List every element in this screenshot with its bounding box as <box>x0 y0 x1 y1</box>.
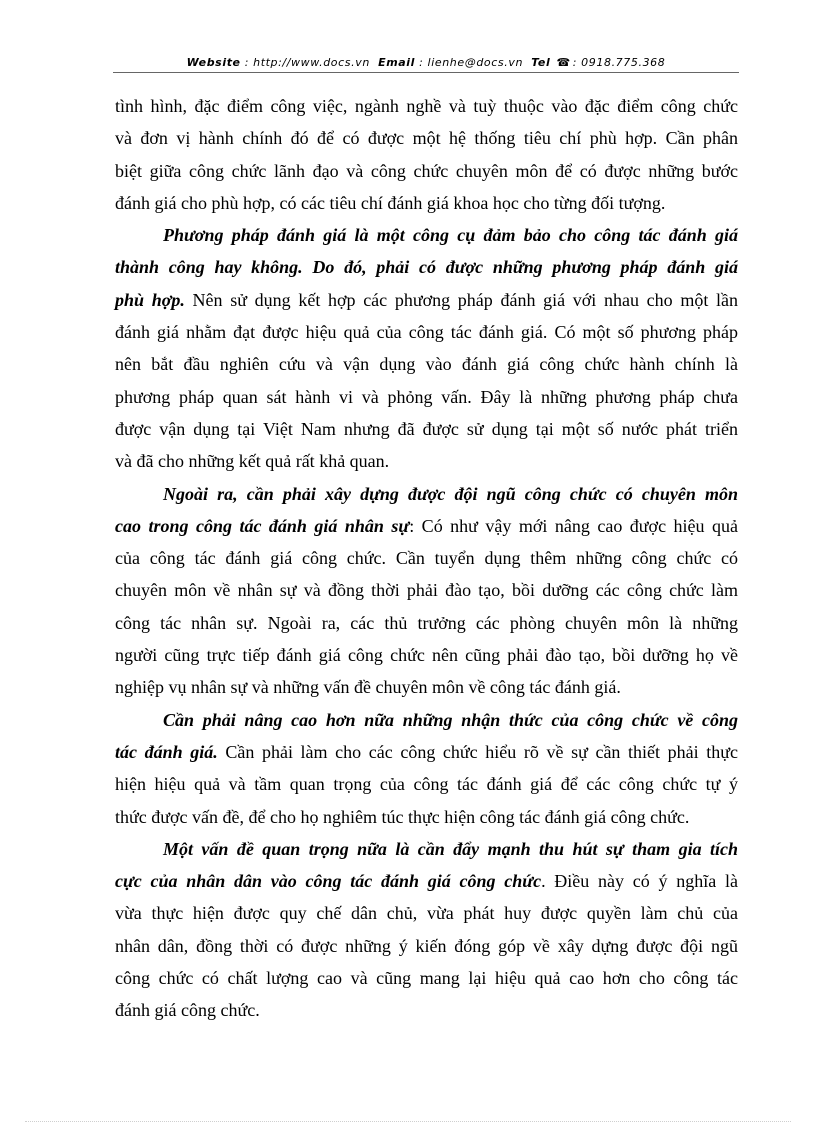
text-line <box>115 833 738 865</box>
email-value: : lienhe@docs.vn <box>419 56 524 69</box>
text-run: tình hình, đặc điểm công việc, ngành nghề và tuỳ thuộc vào đặc điểm công chức <box>115 96 738 116</box>
emphasis-text: thành công hay không. Do đó, phải có được những phương pháp đánh giá <box>115 257 738 278</box>
page-header <box>113 56 739 73</box>
text-line <box>115 639 738 671</box>
text-run: chuyên môn về nhân sự và đồng thời phải đào tạo, bồi dưỡng các công chức làm <box>115 580 738 601</box>
text-line <box>115 348 738 380</box>
text-run: và đã cho những kết quả rất khả quan. <box>115 451 390 472</box>
text-line <box>115 445 738 477</box>
text-line <box>115 962 738 994</box>
text-run: công tác nhân sự. Ngoài ra, các thủ trưởng các phòng chuyên môn là những <box>115 612 738 633</box>
emphasis-text: cao trong công tác đánh giá nhân sự <box>115 515 410 536</box>
emphasis-text: phù hợp. <box>115 289 185 310</box>
text-run: nên bắt đầu nghiên cứu và vận dụng vào đánh giá công chức hành chính là <box>115 354 738 375</box>
text-line <box>115 865 738 897</box>
text-line <box>115 413 738 445</box>
text-line <box>115 607 738 639</box>
emphasis-text: cực của nhân dân vào công tác đánh giá công chức <box>115 871 542 892</box>
text-run: : Có như vậy mới nâng cao được hiệu quả <box>409 515 739 536</box>
emphasis-text: Cần phải nâng cao hơn nữa những nhận thức của công chức về công <box>163 709 738 730</box>
text-line <box>115 381 738 413</box>
text-line <box>115 316 738 348</box>
text-line <box>115 251 738 283</box>
emphasis-text: Một vấn đề quan trọng nữa là cần đẩy mạnh thu hút sự tham gia tích <box>163 838 738 859</box>
text-line <box>115 542 738 574</box>
text-line <box>115 122 738 154</box>
text-line <box>115 187 738 219</box>
emphasis-text: Phương pháp đánh giá là một công cụ đảm bảo cho công tác đánh giá <box>163 225 738 246</box>
telephone-icon: ☎ <box>556 56 571 69</box>
text-run: thức được vấn đề, để cho họ nghiêm túc thực hiện công tác đánh giá công chức. <box>115 806 690 827</box>
text-run: hiện hiệu quả và tầm quan trọng của công tác đánh giá để các công chức tự ý <box>115 774 738 795</box>
text-line <box>115 90 738 122</box>
tel-value: : 0918.775.368 <box>572 56 666 69</box>
text-run: phương pháp quan sát hành vi và phỏng vấn. Đây là những phương pháp chưa <box>115 386 738 407</box>
text-line <box>115 284 738 316</box>
text-run: đánh giá công chức. <box>115 1000 260 1021</box>
emphasis-text: tác đánh giá. <box>115 741 218 762</box>
text-run: biệt giữa công chức lãnh đạo và công chức chuyên môn để có được những bước <box>115 160 738 181</box>
website-url: : http://www.docs.vn <box>244 56 370 69</box>
text-run: người cũng trực tiếp đánh giá công chức nên cũng phải đào tạo, bồi dưỡng họ về <box>115 645 738 666</box>
text-run: nghiệp vụ nhân sự và những vấn đề chuyên môn về công tác đánh giá. <box>115 677 621 698</box>
text-line <box>115 219 738 251</box>
text-line <box>115 801 738 833</box>
text-run: và đơn vị hành chính đó để có được một hệ thống tiêu chí phù hợp. Cần phân <box>115 128 738 149</box>
text-line <box>115 155 738 187</box>
text-line <box>115 478 738 510</box>
text-run: Nên sử dụng kết hợp các phương pháp đánh giá với nhau cho một lần <box>184 289 738 310</box>
tel-label: Tel <box>531 56 551 69</box>
text-run: đánh giá cho phù hợp, có các tiêu chí đánh giá khoa học cho từng đối tượng. <box>115 192 666 213</box>
text-line <box>115 671 738 703</box>
website-label: Website <box>186 56 241 69</box>
text-run: của công tác đánh giá công chức. Cần tuyển dụng thêm những công chức có <box>115 548 738 569</box>
text-line <box>115 704 738 736</box>
text-run: Cần phải làm cho các công chức hiểu rõ về sự cần thiết phải thực <box>217 741 738 762</box>
text-line <box>115 930 738 962</box>
email-label: Email <box>378 56 416 69</box>
text-line <box>115 736 738 768</box>
document-body <box>115 90 738 1027</box>
text-run: đánh giá nhằm đạt được hiệu quả của công tác đánh giá. Có một số phương pháp <box>115 322 738 343</box>
page-bottom-divider <box>25 1121 791 1122</box>
emphasis-text: Ngoài ra, cần phải xây dựng được đội ngũ công chức có chuyên môn <box>163 483 738 504</box>
text-line <box>115 510 738 542</box>
text-run: nhân dân, đồng thời có được những ý kiến đóng góp về xây dựng được đội ngũ <box>115 935 738 956</box>
text-run: vừa thực hiện được quy chế dân chủ, vừa phát huy được quyền làm chủ của <box>115 903 738 924</box>
text-line <box>115 897 738 929</box>
text-run: . Điều này có ý nghĩa là <box>541 871 738 892</box>
text-line <box>115 768 738 800</box>
text-line <box>115 574 738 606</box>
text-line <box>115 994 738 1026</box>
text-run: công chức có chất lượng cao và cũng mang lại hiệu quả cao hơn cho công tác <box>115 968 738 989</box>
text-run: được vận dụng tại Việt Nam nhưng đã được sử dụng tại một số nước phát triển <box>115 418 738 439</box>
